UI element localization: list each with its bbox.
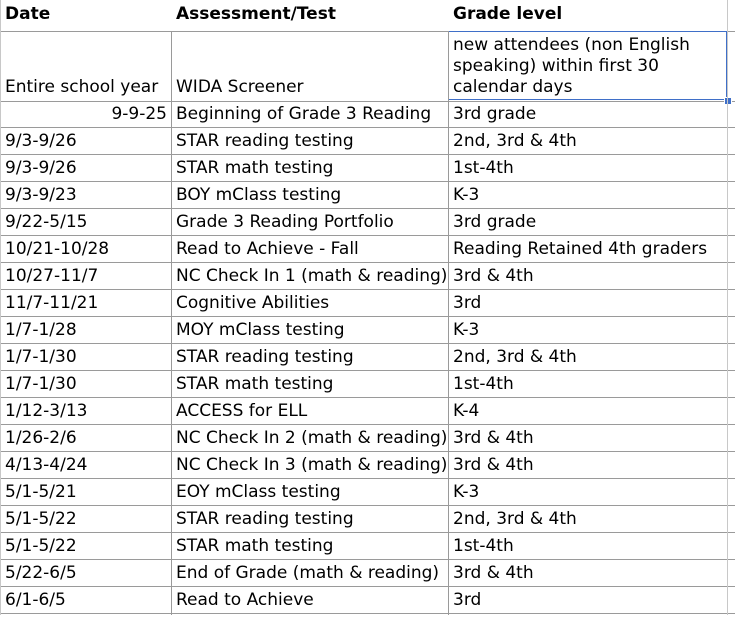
cell-grade[interactable]: 1st-4th: [453, 536, 514, 556]
cell-date[interactable]: 9/3-9/26: [5, 131, 77, 151]
column-header-date[interactable]: Date: [5, 4, 51, 24]
cell-assessment[interactable]: NC Check In 1 (math & reading): [176, 266, 447, 286]
cell-date[interactable]: 5/1-5/22: [5, 536, 77, 556]
cell-date[interactable]: 11/7-11/21: [5, 293, 99, 313]
cell-grade[interactable]: 3rd & 4th: [453, 428, 534, 448]
table-row: [0, 290, 735, 317]
table-row: [0, 263, 735, 290]
cell-assessment[interactable]: Beginning of Grade 3 Reading: [176, 104, 432, 124]
cell-assessment[interactable]: Cognitive Abilities: [176, 293, 330, 313]
cell-date[interactable]: 1/7-1/28: [5, 320, 77, 340]
cell-assessment[interactable]: STAR math testing: [176, 536, 334, 556]
grid-line: [448, 31, 449, 615]
cell-assessment[interactable]: EOY mClass testing: [176, 482, 341, 502]
cell-grade[interactable]: K-4: [453, 401, 480, 421]
cell-date[interactable]: 10/21-10/28: [5, 239, 110, 259]
table-row: [0, 155, 735, 182]
grid-line: [727, 0, 728, 615]
cell-date[interactable]: 4/13-4/24: [5, 455, 88, 475]
cell-date[interactable]: 1/26-2/6: [5, 428, 77, 448]
cell-date[interactable]: 1/12-3/13: [5, 401, 88, 421]
cell-assessment[interactable]: STAR math testing: [176, 158, 334, 178]
cell-assessment[interactable]: End of Grade (math & reading): [176, 563, 440, 583]
cell-grade[interactable]: 3rd & 4th: [453, 563, 534, 583]
table-row: [0, 128, 735, 155]
cell-date[interactable]: 5/1-5/21: [5, 482, 77, 502]
table-row: [0, 506, 735, 533]
table-row: [0, 209, 735, 236]
table-row: [0, 587, 735, 614]
cell-grade[interactable]: K-3: [453, 320, 480, 340]
cell-assessment[interactable]: STAR reading testing: [176, 509, 354, 529]
cell-date[interactable]: 10/27-11/7: [5, 266, 99, 286]
selected-cell-grade[interactable]: new attendees (non English speaking) within first 30 calendar days: [448, 31, 727, 100]
cell-date[interactable]: 9/3-9/23: [5, 185, 77, 205]
cell-date[interactable]: 5/1-5/22: [5, 509, 77, 529]
cell-assessment[interactable]: BOY mClass testing: [176, 185, 342, 205]
cell-assessment[interactable]: Grade 3 Reading Portfolio: [176, 212, 394, 232]
cell-assessment[interactable]: ACCESS for ELL: [176, 401, 308, 421]
table-row: [0, 560, 735, 587]
cell-assessment[interactable]: Read to Achieve - Fall: [176, 239, 359, 259]
cell-date[interactable]: 1/7-1/30: [5, 374, 77, 394]
cell-grade[interactable]: 2nd, 3rd & 4th: [453, 509, 577, 529]
cell-date[interactable]: 1/7-1/30: [5, 347, 77, 367]
header-row: [0, 0, 735, 32]
cell-grade[interactable]: K-3: [453, 482, 480, 502]
cell-date[interactable]: 5/22-6/5: [5, 563, 77, 583]
grid-line: [171, 31, 172, 615]
cell-grade[interactable]: 2nd, 3rd & 4th: [453, 347, 577, 367]
cell-date[interactable]: Entire school year: [5, 77, 159, 97]
table-row: [0, 236, 735, 263]
cell-assessment[interactable]: STAR reading testing: [176, 131, 354, 151]
table-row: [0, 371, 735, 398]
cell-grade[interactable]: Reading Retained 4th graders: [453, 239, 708, 259]
cell-date[interactable]: 9/22-5/15: [5, 212, 88, 232]
table-row: [0, 101, 735, 128]
cell-assessment[interactable]: NC Check In 2 (math & reading): [176, 428, 447, 448]
table-row: [0, 31, 735, 102]
cell-assessment[interactable]: NC Check In 3 (math & reading): [176, 455, 447, 475]
table-row: [0, 317, 735, 344]
cell-grade[interactable]: 2nd, 3rd & 4th: [453, 131, 577, 151]
cell-date[interactable]: 6/1-6/5: [5, 590, 66, 610]
table-row: [0, 398, 735, 425]
cell-grade[interactable]: 3rd grade: [453, 104, 537, 124]
cell-grade[interactable]: 3rd grade: [453, 212, 537, 232]
cell-assessment[interactable]: WIDA Screener: [176, 77, 304, 97]
grid-line: [0, 0, 1, 615]
cell-grade[interactable]: K-3: [453, 185, 480, 205]
cell-grade[interactable]: 3rd & 4th: [453, 266, 534, 286]
cell-assessment[interactable]: Read to Achieve: [176, 590, 314, 610]
cell-grade[interactable]: 1st-4th: [453, 374, 514, 394]
cell-assessment[interactable]: STAR reading testing: [176, 347, 354, 367]
table-row: [0, 533, 735, 560]
cell-grade[interactable]: 3rd & 4th: [453, 455, 534, 475]
table-row: [0, 182, 735, 209]
table-row: [0, 479, 735, 506]
column-header-assessment[interactable]: Assessment/Test: [176, 4, 336, 24]
table-row: [0, 452, 735, 479]
table-row: [0, 425, 735, 452]
cell-date[interactable]: 9/3-9/26: [5, 158, 77, 178]
cell-grade[interactable]: 1st-4th: [453, 158, 514, 178]
cell-assessment[interactable]: STAR math testing: [176, 374, 334, 394]
cell-grade[interactable]: 3rd: [453, 293, 482, 313]
table-body: [0, 101, 735, 614]
column-header-grade-level[interactable]: Grade level: [453, 4, 563, 24]
table-row: [0, 344, 735, 371]
cell-grade[interactable]: 3rd: [453, 590, 482, 610]
cell-date[interactable]: 9-9-25: [111, 104, 167, 124]
cell-assessment[interactable]: MOY mClass testing: [176, 320, 345, 340]
